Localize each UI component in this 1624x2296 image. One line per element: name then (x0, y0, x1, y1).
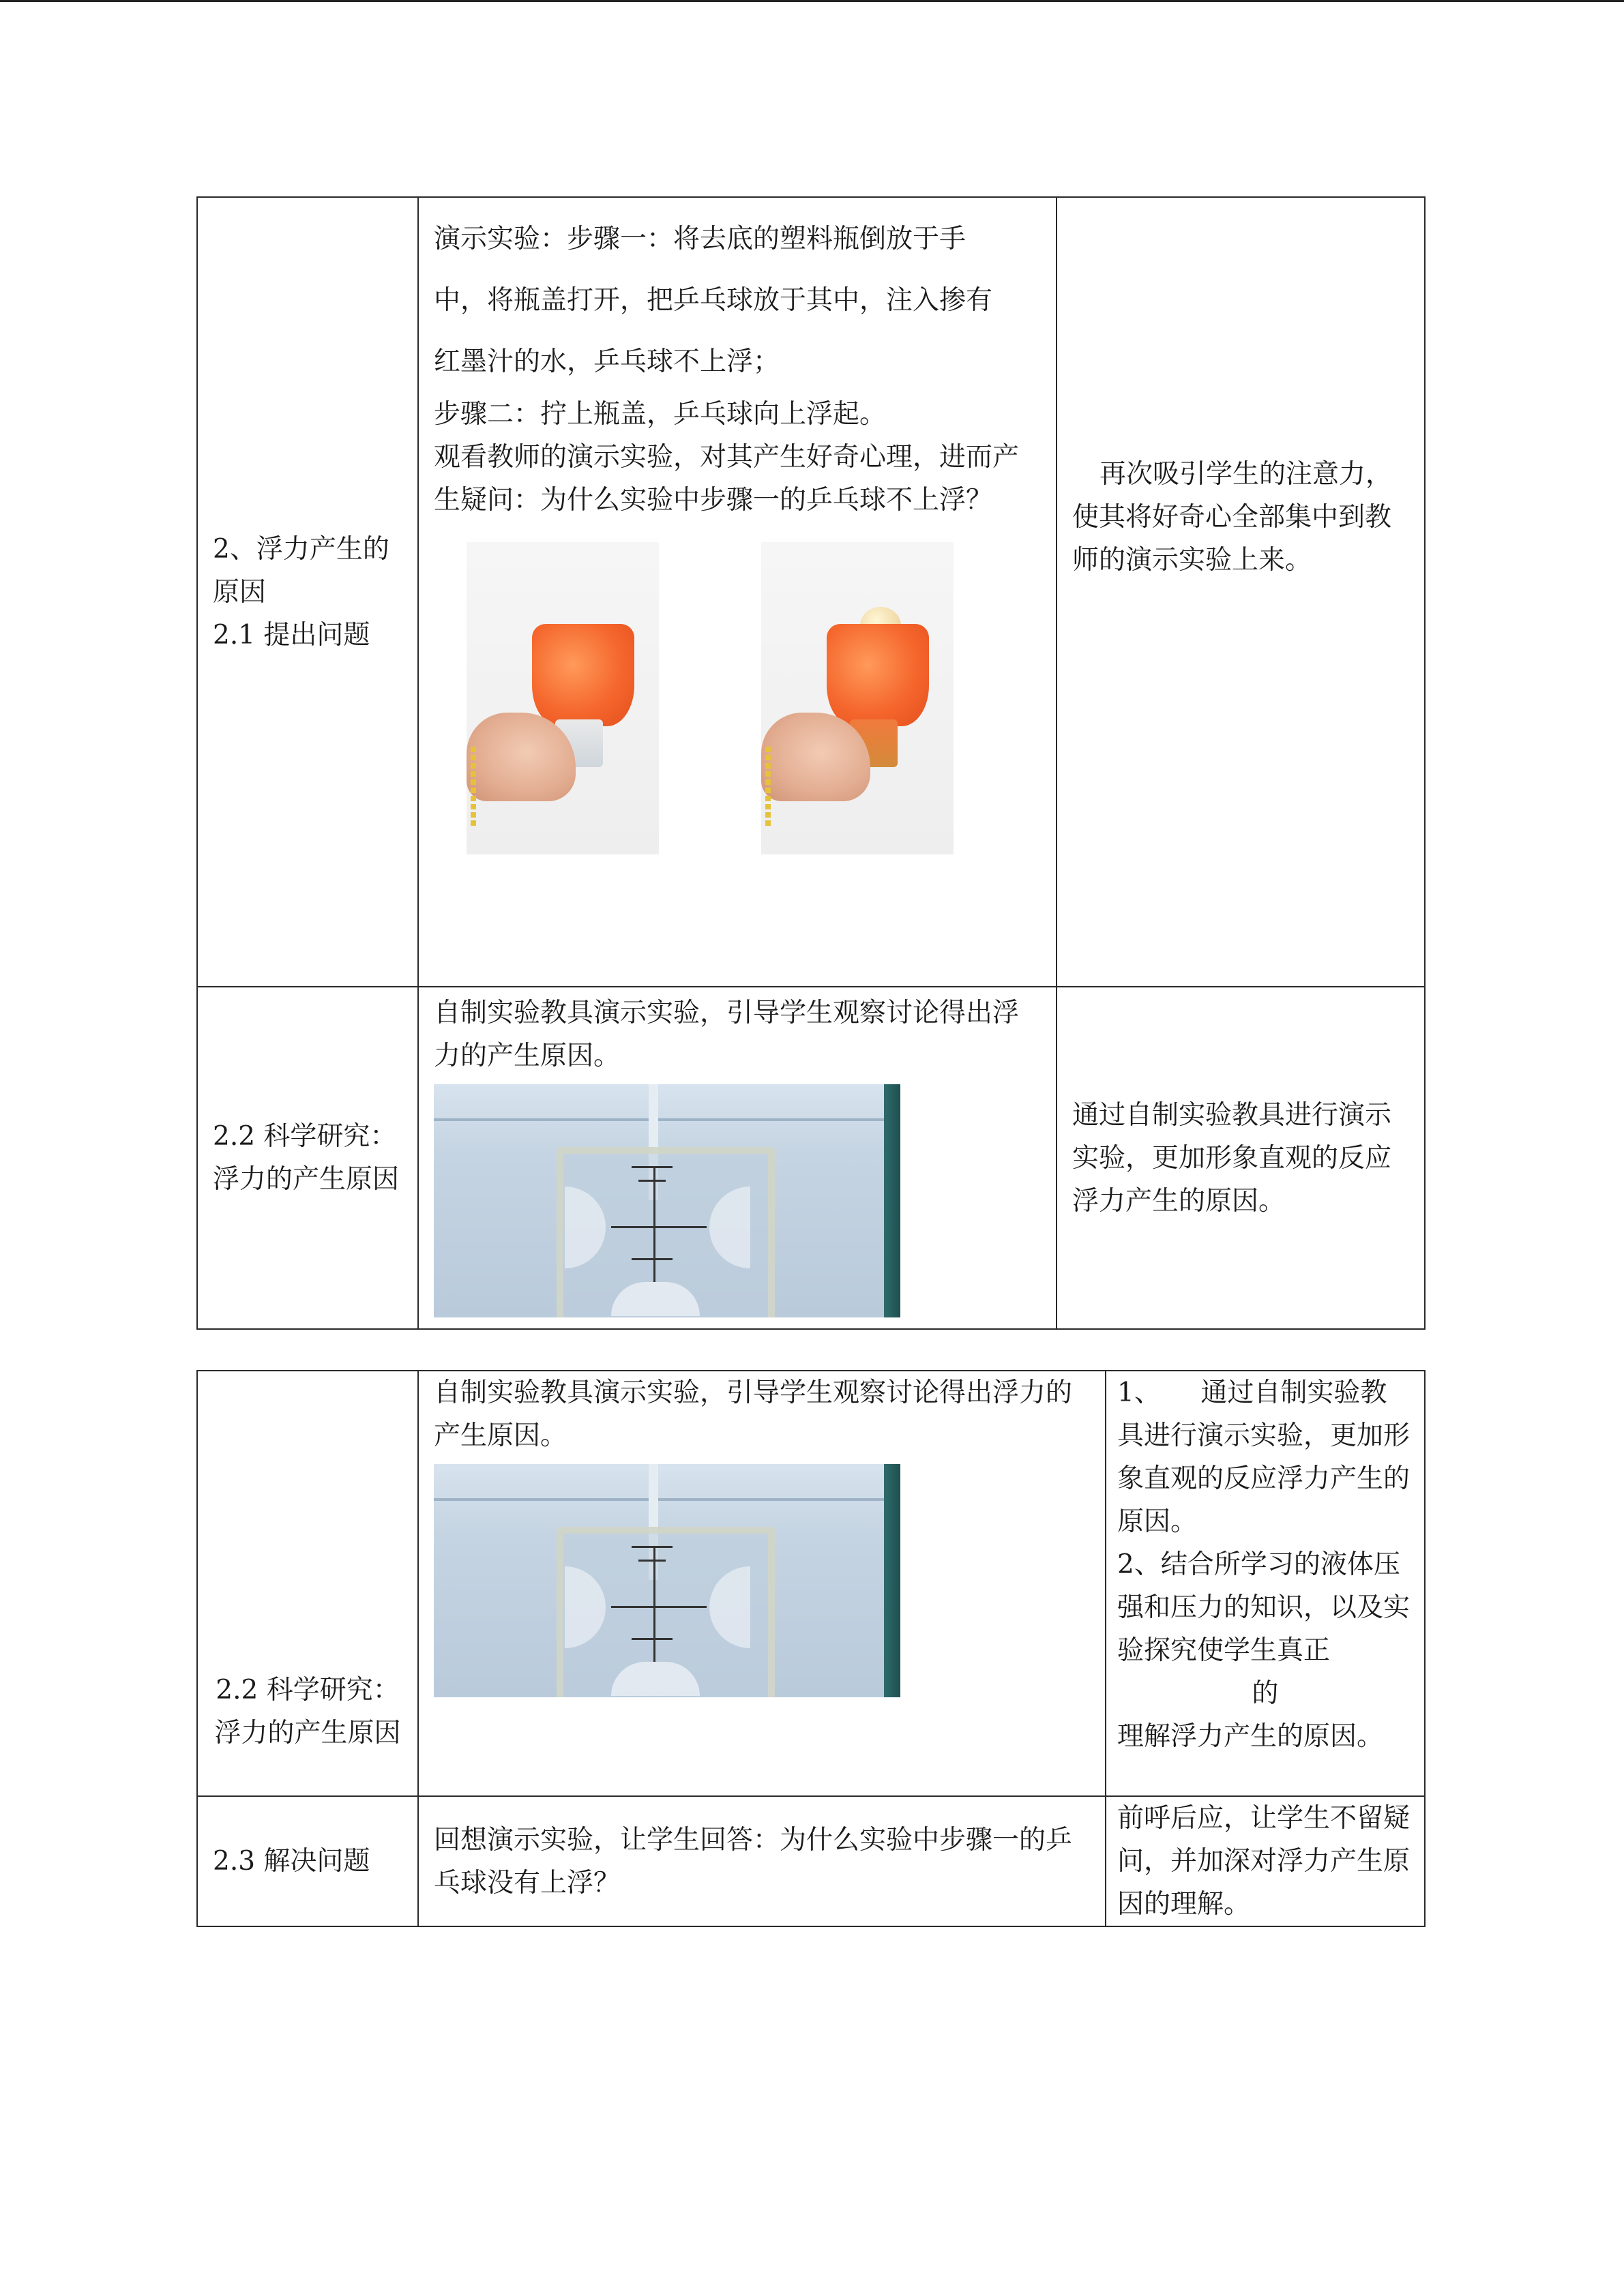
tick-mark (632, 1546, 673, 1548)
process-cell (418, 197, 1057, 987)
section-title: 2.3 解决问题 (213, 1846, 370, 1877)
bottle-photo-open-cap (467, 542, 659, 854)
process-line: 红墨汁的水，乒乓球不上浮； (434, 346, 780, 377)
tick-mark (632, 1258, 673, 1260)
process-text: 自制实验教具演示实验，引导学生观察讨论得出浮力的产生原因。 (434, 1377, 1073, 1451)
table-row (197, 1796, 1425, 1926)
date-stamp (471, 747, 476, 829)
section-title: 原因 (213, 576, 267, 608)
page-top-border (0, 0, 1624, 2)
process-line: 中，将瓶盖打开，把乒乓球放于其中，注入掺有 (434, 285, 993, 316)
process-cell (418, 1371, 1106, 1796)
intent-text: 理解浮力产生的原因。 (1117, 1721, 1384, 1752)
process-line: 演示实验：步骤一：将去底的塑料瓶倒放于手 (434, 224, 966, 254)
section-cell (197, 987, 418, 1329)
section-subtitle: 2.1 提出问题 (213, 619, 370, 651)
water-line (434, 1498, 900, 1501)
water-line (434, 1118, 900, 1121)
tank-experiment-photo (434, 1464, 900, 1697)
tank-edge (884, 1084, 900, 1317)
pointer-bar-horizontal (611, 1606, 707, 1608)
intent-text: 再次吸引学生的注意力，使其将好奇心全部集中到教师的演示实验上来。 (1072, 458, 1393, 576)
pointer-bar-vertical (653, 1546, 655, 1662)
lesson-table-1 (196, 196, 1426, 1330)
intent-text: 的 (1252, 1678, 1279, 1709)
tick-mark (632, 1166, 673, 1168)
section-title: 2、浮力产生的 (213, 533, 389, 565)
section-title: 2.2 科学研究：浮力的产生原因 (213, 1121, 400, 1195)
intent-text: 1、 通过自制实验教具进行演示实验，更加形象直观的反应浮力产生的原因。 (1117, 1377, 1411, 1537)
intent-cell (1106, 1796, 1425, 1926)
process-observe: 观看教师的演示实验，对其产生好奇心理，进而产生疑问：为什么实验中步骤一的乒乓球不上浮？ (434, 442, 1020, 516)
lesson-table-2 (196, 1370, 1426, 1927)
intent-text: 2、结合所学习的液体压强和压力的知识，以及实验探究使学生真正 (1117, 1549, 1411, 1666)
section-cell (197, 1371, 418, 1796)
pointer-bar-vertical (653, 1166, 655, 1282)
intent-cell (1057, 987, 1425, 1329)
table-row (197, 987, 1425, 1329)
process-text: 回想演示实验，让学生回答：为什么实验中步骤一的乒乓球没有上浮？ (434, 1824, 1073, 1898)
section-cell (197, 197, 418, 987)
bottle-photo-closed-cap (761, 542, 954, 854)
tick-mark (632, 1638, 673, 1640)
tick-mark (638, 1560, 666, 1562)
table-row (197, 1371, 1425, 1796)
section-cell (197, 1796, 418, 1926)
photo-row (467, 542, 1041, 854)
tank-edge (884, 1464, 900, 1697)
date-stamp (765, 747, 771, 829)
bottle-shape (827, 624, 929, 726)
process-cell (418, 1796, 1106, 1926)
intent-text: 通过自制实验教具进行演示实验，更加形象直观的反应浮力产生的原因。 (1072, 1099, 1392, 1217)
tank-experiment-photo (434, 1084, 900, 1317)
process-text: 自制实验教具演示实验，引导学生观察讨论得出浮力的产生原因。 (434, 998, 1020, 1071)
table-row (197, 197, 1425, 987)
bottle-shape (532, 624, 634, 726)
intent-text: 前呼后应，让学生不留疑问，并加深对浮力产生原因的理解。 (1117, 1803, 1411, 1920)
intent-cell (1057, 197, 1425, 987)
process-step2: 步骤二：拧上瓶盖，乒乓球向上浮起。 (434, 399, 887, 430)
intent-cell (1106, 1371, 1425, 1796)
section-title: 2.2 科学研究：浮力的产生原因 (214, 1675, 401, 1748)
pointer-bar-horizontal (611, 1226, 707, 1228)
process-cell (418, 987, 1057, 1329)
tick-mark (638, 1180, 666, 1182)
